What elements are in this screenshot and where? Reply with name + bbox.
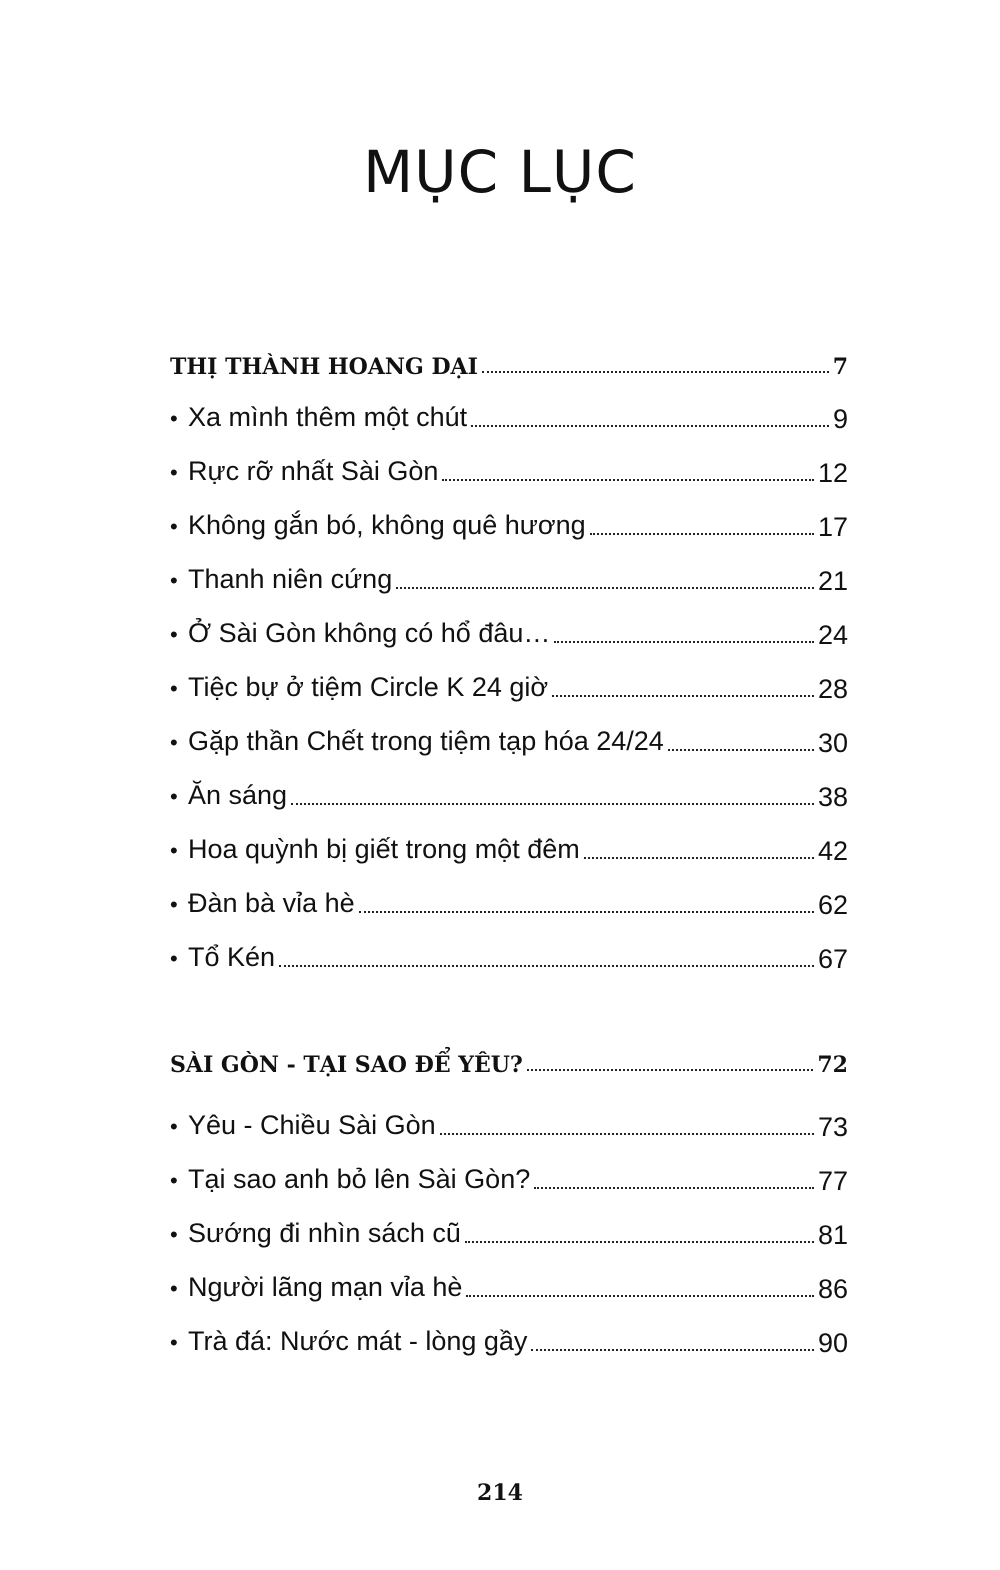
toc-entry[interactable]: [170, 504, 848, 544]
dot-leader: [465, 1241, 814, 1243]
dot-leader: [279, 965, 814, 967]
entry-title: • Trà đá: Nước mát - lòng gầy: [170, 1324, 527, 1360]
dot-leader: [531, 1349, 814, 1351]
section-title: THỊ THÀNH HOANG DẠI: [170, 354, 478, 380]
entry-title: • Người lãng mạn vỉa hè: [170, 1270, 462, 1306]
bullet-icon: •: [170, 838, 178, 863]
page-title: MỤC LỤC: [363, 138, 637, 206]
entry-page-number: 73: [817, 1112, 848, 1142]
dot-leader: [359, 911, 814, 913]
toc-entry[interactable]: [170, 720, 848, 760]
entry-title: • Ở Sài Gòn không có hổ đâu…: [170, 616, 550, 652]
entry-page-number: 38: [817, 782, 848, 812]
section-page-number: 72: [817, 1052, 848, 1078]
toc-entry[interactable]: [170, 1104, 848, 1144]
toc-entry[interactable]: [170, 612, 848, 652]
entry-title: • Tại sao anh bỏ lên Sài Gòn?: [170, 1162, 530, 1198]
bullet-icon: •: [170, 1330, 178, 1355]
entry-page-number: 81: [817, 1220, 848, 1250]
bullet-icon: •: [170, 892, 178, 917]
bullet-icon: •: [170, 946, 178, 971]
dot-leader: [590, 533, 814, 535]
entry-title: • Gặp thần Chết trong tiệm tạp hóa 24/24: [170, 724, 664, 760]
bullet-icon: •: [170, 1114, 178, 1139]
toc-entry[interactable]: [170, 936, 848, 976]
entry-title: • Không gắn bó, không quê hương: [170, 508, 586, 544]
toc-entry[interactable]: [170, 828, 848, 868]
dot-leader: [471, 425, 829, 427]
entry-page-number: 86: [817, 1274, 848, 1304]
bullet-icon: •: [170, 784, 178, 809]
toc-entry[interactable]: [170, 558, 848, 598]
section-title: SÀI GÒN - TẠI SAO ĐỂ YÊU?: [170, 1052, 523, 1078]
bullet-icon: •: [170, 568, 178, 593]
toc-entry[interactable]: [170, 1158, 848, 1198]
dot-leader: [440, 1133, 814, 1135]
dot-leader: [554, 641, 814, 643]
entry-page-number: 28: [817, 674, 848, 704]
entry-title: • Hoa quỳnh bị giết trong một đêm: [170, 832, 580, 868]
entry-page-number: 77: [817, 1166, 848, 1196]
dot-leader: [584, 857, 814, 859]
toc-entry[interactable]: [170, 882, 848, 922]
bullet-icon: •: [170, 1222, 178, 1247]
section-page-number: 7: [832, 354, 848, 380]
toc-entry[interactable]: [170, 450, 848, 490]
toc-entry[interactable]: [170, 666, 848, 706]
bullet-icon: •: [170, 514, 178, 539]
entry-page-number: 67: [817, 944, 848, 974]
entry-title: • Thanh niên cứng: [170, 562, 392, 598]
dot-leader: [442, 479, 814, 481]
page-number: 214: [477, 1480, 523, 1506]
bullet-icon: •: [170, 406, 178, 431]
toc-entry[interactable]: [170, 774, 848, 814]
toc-section-heading[interactable]: [170, 1040, 848, 1080]
entry-page-number: 90: [817, 1328, 848, 1358]
entry-title: • Tổ Kén: [170, 940, 275, 976]
dot-leader: [482, 371, 829, 373]
entry-title: • Sướng đi nhìn sách cũ: [170, 1216, 461, 1252]
entry-title: • Tiệc bự ở tiệm Circle K 24 giờ: [170, 670, 548, 706]
entry-title: • Xa mình thêm một chút: [170, 400, 467, 436]
dot-leader: [668, 749, 814, 751]
entry-page-number: 24: [817, 620, 848, 650]
bullet-icon: •: [170, 676, 178, 701]
entry-page-number: 42: [817, 836, 848, 866]
dot-leader: [396, 587, 814, 589]
entry-title: • Đàn bà vỉa hè: [170, 886, 355, 922]
entry-page-number: 21: [817, 566, 848, 596]
entry-page-number: 17: [817, 512, 848, 542]
toc-section-heading[interactable]: [170, 342, 848, 382]
entry-page-number: 30: [817, 728, 848, 758]
toc-entry[interactable]: [170, 396, 848, 436]
entry-title: • Rực rỡ nhất Sài Gòn: [170, 454, 438, 490]
dot-leader: [552, 695, 814, 697]
bullet-icon: •: [170, 730, 178, 755]
dot-leader: [466, 1295, 814, 1297]
dot-leader: [291, 803, 814, 805]
bullet-icon: •: [170, 460, 178, 485]
entry-title: • Yêu - Chiều Sài Gòn: [170, 1108, 436, 1144]
toc-entry[interactable]: [170, 1212, 848, 1252]
entry-title: • Ăn sáng: [170, 778, 287, 814]
toc-entry[interactable]: [170, 1266, 848, 1306]
bullet-icon: •: [170, 622, 178, 647]
dot-leader: [527, 1069, 814, 1071]
entry-page-number: 12: [817, 458, 848, 488]
bullet-icon: •: [170, 1276, 178, 1301]
dot-leader: [534, 1187, 814, 1189]
entry-page-number: 9: [832, 404, 848, 434]
toc-entry[interactable]: [170, 1320, 848, 1360]
bullet-icon: •: [170, 1168, 178, 1193]
entry-page-number: 62: [817, 890, 848, 920]
